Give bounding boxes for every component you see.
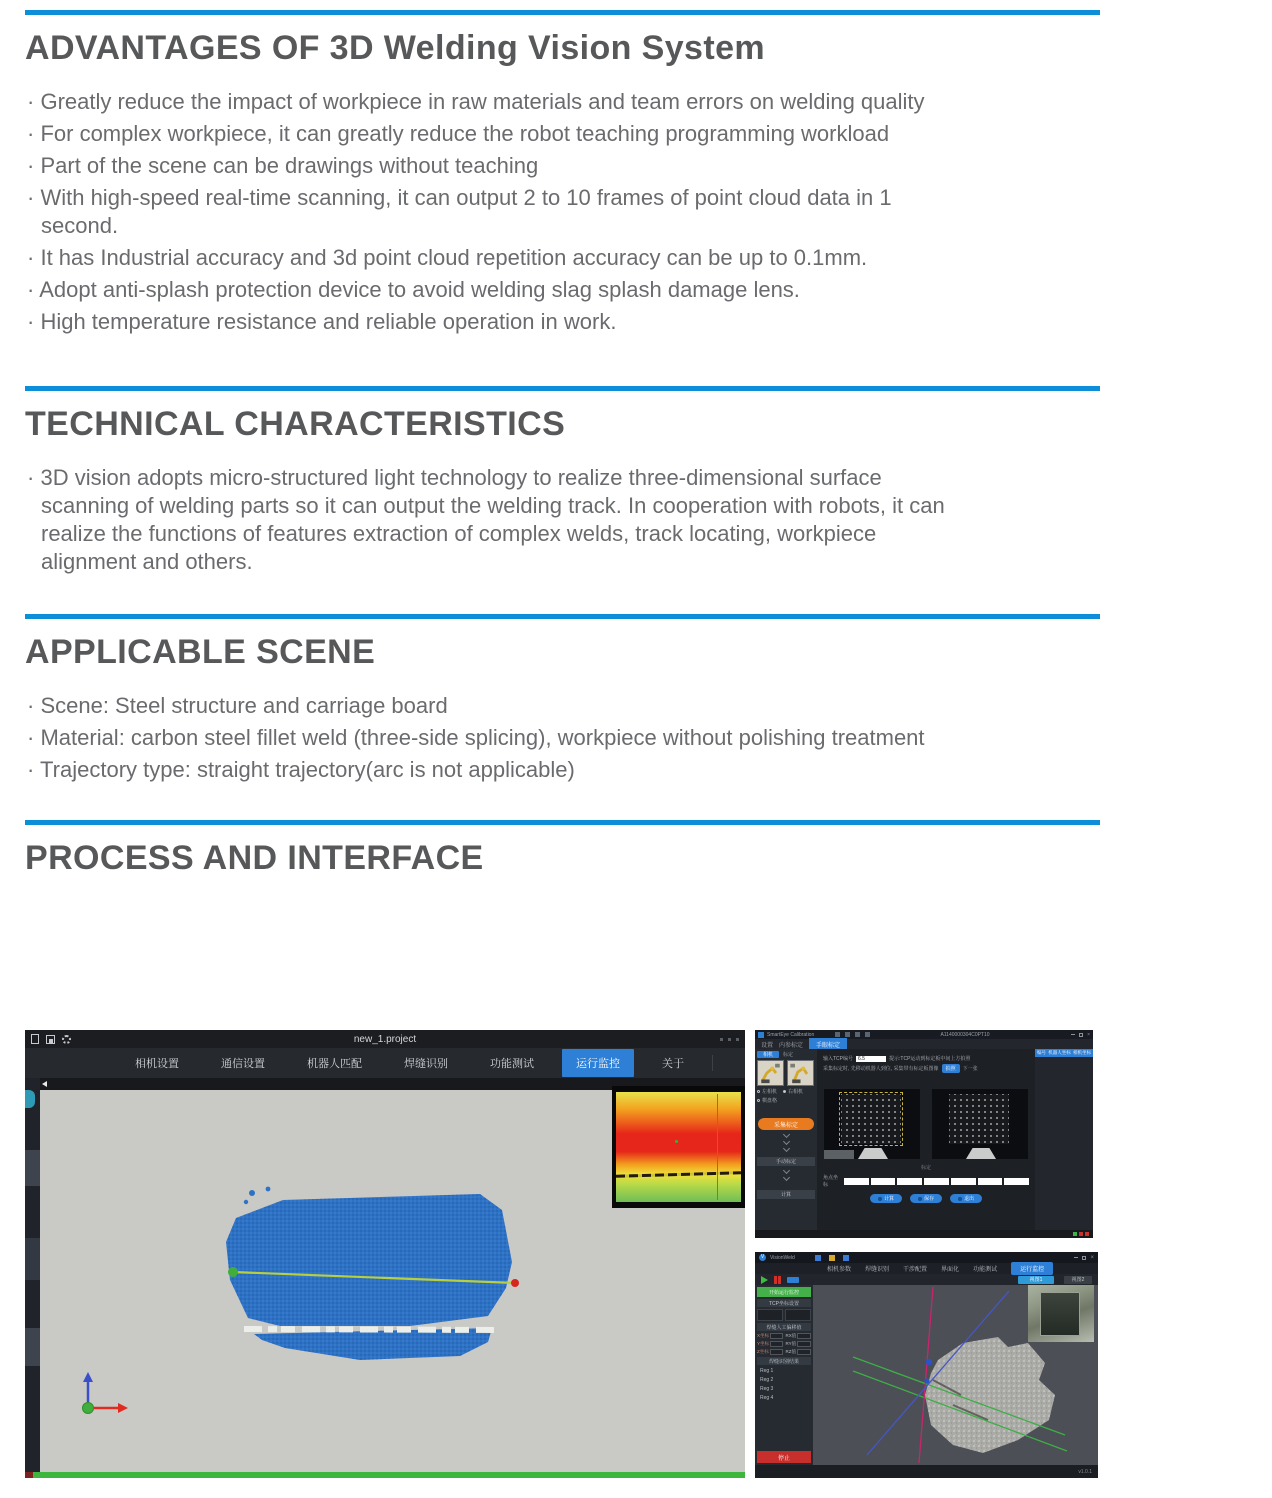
left-camera-preview[interactable] xyxy=(757,1060,784,1086)
coordinate-fields xyxy=(757,1333,811,1355)
field-z[interactable]: Z坐标 xyxy=(757,1349,783,1355)
record-indicator xyxy=(25,1472,33,1478)
value-input[interactable] xyxy=(897,1178,922,1185)
calib-titlebar xyxy=(755,1030,1093,1039)
field-ry[interactable]: RY值 xyxy=(786,1341,812,1347)
doc-icon xyxy=(815,1255,821,1261)
applicable-bullet-list xyxy=(25,692,930,784)
minimize-icon xyxy=(1074,1257,1078,1258)
compute-icon xyxy=(878,1197,882,1201)
window-title: A1140000304C0PT10 xyxy=(940,1031,990,1038)
content-column xyxy=(25,0,1100,878)
results-table-header xyxy=(1035,1049,1093,1057)
maximize-icon xyxy=(1082,1256,1086,1260)
technical-paragraph: · 3D vision adopts micro-structured light technology to realize three-dimensional surface scanning of welding parts so it can output the welding track. In cooperation with robots, it can realize the functions of features extraction of complex welds, track locating, workpiece alignment and others. xyxy=(25,464,955,576)
board-caption: 标定 xyxy=(920,1165,931,1171)
sidebar-header-offset: 焊缝人工偏移值 xyxy=(757,1323,811,1331)
left-panel-strip xyxy=(25,1078,40,1472)
section-rule xyxy=(25,10,1100,15)
sidebar-header-results: 焊缝识别结果 xyxy=(757,1357,811,1365)
runtime-sidebar xyxy=(755,1285,813,1465)
value-input[interactable] xyxy=(951,1178,976,1185)
field-x[interactable]: X坐标 xyxy=(757,1333,783,1339)
exit-icon xyxy=(958,1197,962,1201)
bullet-item: · Scene: Steel structure and carriage board xyxy=(25,692,930,720)
pause-icon[interactable] xyxy=(774,1276,781,1284)
result-list xyxy=(757,1367,811,1403)
compute-section[interactable]: 计算 xyxy=(757,1190,815,1199)
tab-intrinsic-calibration[interactable]: 内参标定 xyxy=(779,1042,804,1049)
camera-previews xyxy=(757,1060,815,1086)
runtime-app-screenshot xyxy=(755,1252,1098,1478)
col-id: 编号 xyxy=(1037,1050,1046,1055)
chevron-down-icon xyxy=(782,1174,789,1181)
capture-note: 采集标定时, 先移动机器人到位, 采集带有标定板图像 xyxy=(823,1066,939,1072)
main-app-menubar xyxy=(25,1048,745,1078)
field-rx[interactable]: RX值 xyxy=(786,1333,812,1339)
end-point-marker xyxy=(511,1279,519,1287)
stop-button[interactable]: 停止 xyxy=(757,1451,811,1463)
heatmap-marker-dot xyxy=(675,1140,678,1143)
play-icon[interactable] xyxy=(761,1276,768,1284)
folder-icon xyxy=(829,1255,835,1261)
app-logo-icon: V xyxy=(760,1254,765,1260)
section-title: APPLICABLE SCENE xyxy=(25,633,376,671)
section-applicable xyxy=(25,614,1100,784)
status-red-light xyxy=(1085,1232,1089,1236)
mode-badge[interactable] xyxy=(787,1277,799,1283)
titlebar-icons[interactable] xyxy=(835,1032,870,1037)
list-item[interactable]: Reg 2 xyxy=(760,1377,774,1383)
tab-ui[interactable]: 界面化 xyxy=(941,1267,960,1273)
close-icon: × xyxy=(1087,1031,1090,1038)
pick-point-marker xyxy=(926,1359,932,1365)
start-monitor-button[interactable]: 开始运行监控 xyxy=(757,1287,811,1297)
capture-suffix: 下一张 xyxy=(962,1066,978,1072)
subtab-camera[interactable]: 相机 xyxy=(757,1051,779,1058)
bullet-item: · With high-speed real-time scanning, it can output 2 to 10 frames of point cloud data in 1 second. xyxy=(25,184,930,240)
list-item[interactable]: Reg 1 xyxy=(760,1368,774,1374)
window-title: new_1.project xyxy=(353,1033,417,1045)
capture-button[interactable]: 拍照 xyxy=(942,1064,960,1073)
bullet-item: · High temperature resistance and reliable operation in work. xyxy=(25,308,930,336)
collapse-arrow-icon[interactable] xyxy=(42,1081,47,1087)
bullet-item: · Part of the scene can be drawings without teaching xyxy=(25,152,930,180)
list-item[interactable]: Reg 3 xyxy=(760,1386,774,1392)
calib-main-panel xyxy=(817,1049,1035,1230)
panel-block xyxy=(25,1328,40,1366)
heatmap-marker-line xyxy=(717,1094,718,1200)
start-point-marker xyxy=(228,1267,238,1277)
maximize-icon xyxy=(1079,1033,1083,1037)
exit-button[interactable]: 退出 xyxy=(950,1194,982,1203)
value-input[interactable] xyxy=(871,1178,896,1185)
list-item[interactable]: Reg 4 xyxy=(760,1395,774,1401)
pick-point-marker xyxy=(924,1378,929,1383)
section-title: TECHNICAL CHARACTERISTICS xyxy=(25,405,566,443)
tab-seam-recognition[interactable]: 焊缝识别 xyxy=(404,1058,448,1070)
runtime-body xyxy=(755,1285,1098,1465)
calib-right-panel xyxy=(1035,1049,1093,1230)
right-camera-preview[interactable] xyxy=(787,1060,814,1086)
minimize-icon xyxy=(1071,1034,1075,1035)
tab-robot-matching[interactable]: 机器人匹配 xyxy=(307,1058,362,1070)
radio-icon xyxy=(757,1099,760,1102)
runtime-statusbar xyxy=(755,1465,1098,1478)
radio-right-camera[interactable]: 右相机 xyxy=(783,1088,803,1095)
axis-gizmo xyxy=(83,1372,129,1414)
bullet-item: · Trajectory type: straight trajectory(arc is not applicable) xyxy=(25,756,930,784)
tcp-input[interactable]: 6.5 xyxy=(856,1056,886,1062)
left-board-image xyxy=(824,1089,920,1159)
app-name: VisionWeld xyxy=(770,1254,795,1261)
section-title: PROCESS AND INTERFACE xyxy=(25,839,484,877)
tab-handeye-calibration[interactable]: 手眼标定 xyxy=(809,1038,847,1051)
right-board-image xyxy=(932,1089,1028,1159)
panel-handle[interactable] xyxy=(25,1090,35,1108)
calib-statusbar xyxy=(755,1230,1093,1238)
save-button[interactable]: 保存 xyxy=(910,1194,942,1203)
radio-icon xyxy=(757,1090,760,1093)
tab-seam-recognition[interactable]: 焊缝识别 xyxy=(865,1267,890,1273)
value-input[interactable] xyxy=(1004,1178,1029,1185)
tab-interference[interactable]: 干涉配置 xyxy=(903,1267,928,1273)
bullet-item: · It has Industrial accuracy and 3d point cloud repetition accuracy can be up to 0.1mm. xyxy=(25,244,930,272)
value-cell[interactable] xyxy=(785,1309,811,1321)
calibration-board-images xyxy=(823,1089,1029,1159)
bullet-item: · Material: carbon steel fillet weld (three-side splicing), workpiece without polishing treatment xyxy=(25,724,930,752)
radio-board[interactable]: 棋盘格 xyxy=(757,1097,815,1104)
section-process xyxy=(25,820,1100,878)
section-advantages xyxy=(25,10,1100,336)
calib-action-buttons xyxy=(823,1194,1029,1203)
tab-run-monitor[interactable]: 运行监控 xyxy=(562,1049,634,1077)
close-icon: × xyxy=(1090,1254,1094,1261)
chevron-down-icon xyxy=(782,1145,789,1152)
section-rule xyxy=(25,820,1100,825)
main-app-titlebar xyxy=(25,1030,745,1048)
value-cell[interactable] xyxy=(757,1309,783,1321)
section-technical xyxy=(25,386,1100,576)
value-input[interactable] xyxy=(924,1178,949,1185)
main-app-screenshot xyxy=(25,1030,745,1478)
window-controls[interactable] xyxy=(1074,1255,1094,1261)
tab-camera-settings[interactable]: 相机设置 xyxy=(135,1058,179,1070)
tab-settings[interactable]: 设置 xyxy=(761,1042,774,1049)
dot-grid-board xyxy=(841,1094,901,1144)
compute-button[interactable]: 计算 xyxy=(870,1194,902,1203)
heatmap-inset xyxy=(612,1086,745,1208)
radio-icon xyxy=(783,1090,786,1093)
advantages-bullet-list xyxy=(25,88,930,336)
version-text: v1.0.1 xyxy=(1078,1468,1092,1475)
calib-tabs xyxy=(755,1039,1093,1049)
corner-values-row xyxy=(823,1174,1029,1188)
runtime-menubar xyxy=(755,1263,1098,1274)
app-logo-icon xyxy=(758,1032,764,1038)
status-progress-bar xyxy=(25,1472,745,1478)
runtime-toolbar xyxy=(755,1274,1098,1285)
value-cells xyxy=(757,1309,811,1321)
bullet-item: · Adopt anti-splash protection device to avoid welding slag splash damage lens. xyxy=(25,276,930,304)
view2-button[interactable]: 视图2 xyxy=(1064,1276,1092,1284)
col-camera-coord: 相机坐标 xyxy=(1073,1050,1091,1055)
workpiece-opening xyxy=(1040,1292,1080,1336)
app-name: SmartEye Calibration xyxy=(767,1031,815,1038)
calibration-app-screenshot xyxy=(755,1030,1093,1238)
save-icon xyxy=(918,1197,922,1201)
runtime-3d-viewport[interactable] xyxy=(813,1285,1098,1465)
weld-seam-line xyxy=(616,1172,741,1178)
col-robot-coord: 机器人坐标 xyxy=(1048,1050,1071,1055)
section-rule xyxy=(25,386,1100,391)
value-input[interactable] xyxy=(844,1178,869,1185)
value-input[interactable] xyxy=(978,1178,1003,1185)
section-rule xyxy=(25,614,1100,619)
tcp-note: 提示:TCP运动到标定板中间上方拍照 xyxy=(889,1056,971,1062)
tab-function-test[interactable]: 功能测试 xyxy=(490,1058,534,1070)
panel-block xyxy=(25,1238,40,1280)
field-y[interactable]: Y坐标 xyxy=(757,1341,783,1347)
tab-camera-params[interactable]: 相机参数 xyxy=(827,1267,852,1273)
status-green-light xyxy=(1073,1232,1077,1236)
main-app-body xyxy=(25,1078,745,1478)
doc-icon xyxy=(843,1255,849,1261)
menu-divider xyxy=(712,1055,713,1071)
titlebar-icons[interactable] xyxy=(815,1255,849,1261)
bullet-item: · Greatly reduce the impact of workpiece in raw materials and team errors on welding quality xyxy=(25,88,930,116)
tcp-label: 输入TCP编号 xyxy=(823,1056,854,1062)
corner-values-label: 角点坐标 xyxy=(823,1175,839,1188)
dot-grid-board xyxy=(949,1094,1009,1144)
panel-block xyxy=(25,1150,40,1186)
board-stand xyxy=(858,1148,888,1159)
manual-calib-section[interactable]: 手动标定 xyxy=(757,1157,815,1166)
field-rz[interactable]: RZ值 xyxy=(786,1349,812,1355)
calib-left-panel xyxy=(755,1049,817,1230)
section-title: ADVANTAGES OF 3D Welding Vision System xyxy=(25,29,766,67)
tab-about[interactable]: 关于 xyxy=(662,1058,684,1070)
view1-button[interactable]: 视图1 xyxy=(1018,1276,1054,1284)
tab-comm-settings[interactable]: 通信设置 xyxy=(221,1058,265,1070)
depth-heatmap xyxy=(616,1092,741,1202)
status-red-light xyxy=(1079,1232,1083,1236)
collect-calibration-button[interactable]: 采集标定 xyxy=(758,1118,814,1130)
board-stand xyxy=(966,1148,996,1159)
radio-left-camera[interactable]: 左相机 xyxy=(757,1088,777,1095)
camera-photo-inset xyxy=(1028,1285,1094,1342)
subtab-calib[interactable]: 标定 xyxy=(783,1052,794,1058)
sidebar-header-tcp: TCP坐标设置 xyxy=(757,1299,811,1307)
bullet-item: · For complex workpiece, it can greatly reduce the robot teaching programming workload xyxy=(25,120,930,148)
board-floor xyxy=(824,1150,854,1159)
window-controls[interactable] xyxy=(1071,1032,1090,1038)
gray-pointcloud xyxy=(925,1337,1055,1453)
calib-body xyxy=(755,1049,1093,1230)
tab-run-monitor[interactable]: 运行监控 xyxy=(1011,1262,1053,1275)
tab-function-test[interactable]: 功能测试 xyxy=(973,1267,998,1273)
